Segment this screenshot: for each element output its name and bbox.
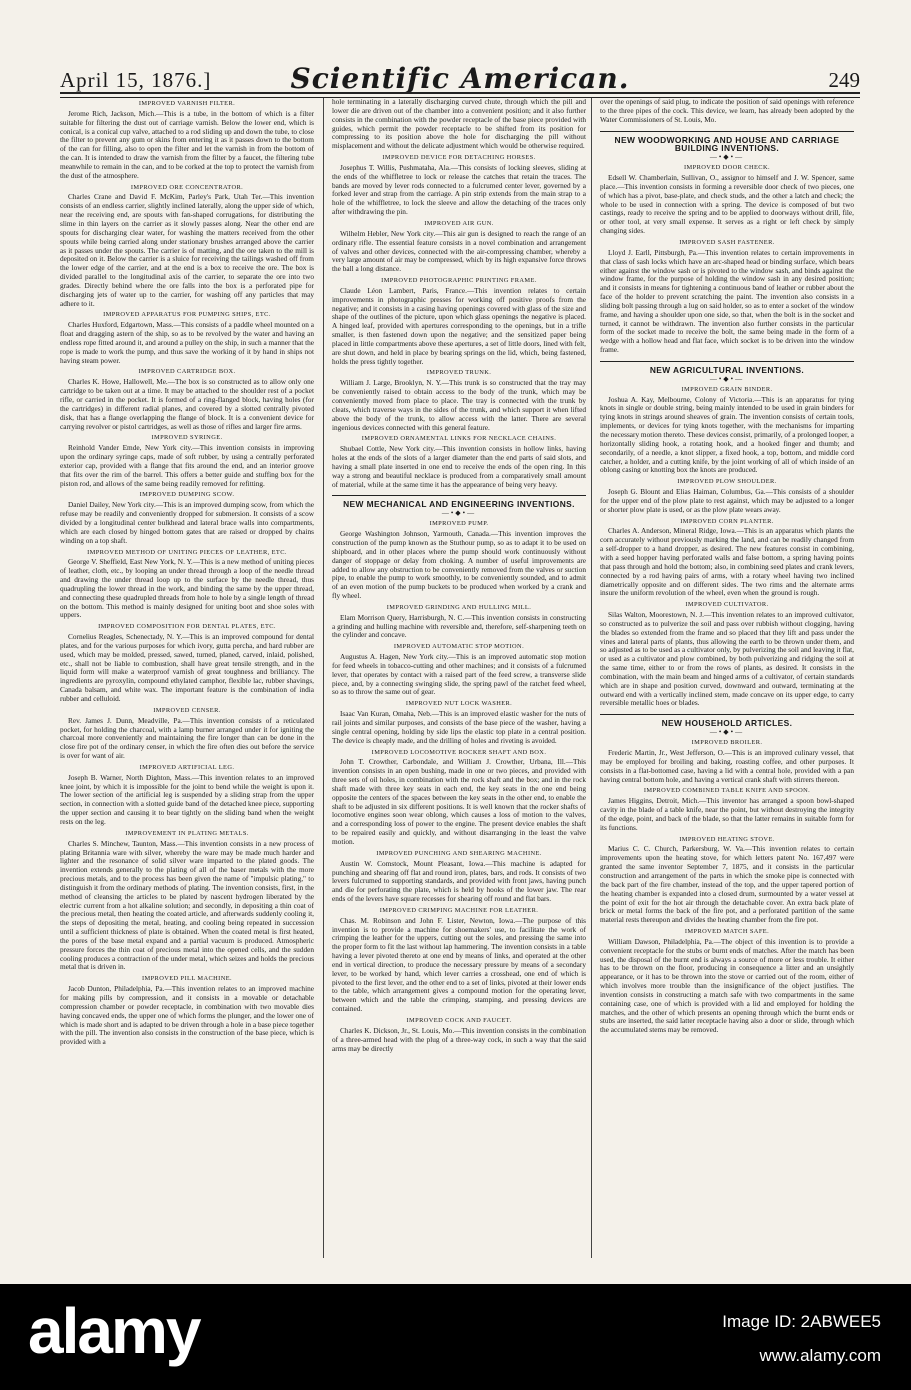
article-heading: IMPROVED SASH FASTENER.	[679, 238, 775, 246]
article-paragraph: Josephus T. Willis, Pushmataha, Ala.—This consists of locking sleeves, sliding at the ends of the whiffletree to lock or release the catches that retain the traces. The bands are moved by lever rods connected to a fulcrumed center lever, governed by a forked lever and strap from the carriage. A pin strip extends from the main strap to a hole of the whiffletree, to lock the sleeve and allow the detaching of the traces only after withdrawing the pin.	[332, 162, 586, 217]
article	[600, 787, 854, 832]
article-paragraph: John T. Crowther, Carbondale, and William J. Crowther, Urbana, Ill.—This invention consists in an open bushing, made in one or two pieces, and provided with three sets of oil holes, in combination with the rock shaft and the box; and in the rock shaft made with three key seats in each end, the key seats in the one end being opposite the centers of the spaces between the key seats in the other end, to enable the shaft to be adjusted in six different positions. It is well known that the rocker shafts of locomotive engines soon wear oblong, which causes a loss of motion to the valves, and a corresponding loss of power to the engine. The present device enables the shaft to be repaired easily and quickly, and without disarranging in the least the valve motion.	[332, 757, 586, 846]
article	[332, 749, 586, 847]
article-paragraph: Rev. James J. Dunn, Meadville, Pa.—This invention consists of a reticulated pocket, for holding the charcoal, with a lamp burner arranged under it for igniting the charcoal more conveniently and maintaining the fire longer than can be done in the close fire pot of the ordinary censer, in which the fire often dies out before the service is over for want of air.	[60, 715, 314, 761]
article-paragraph: over the openings of said plug, to indicate the position of said openings with reference to the three pipes of the cock. This device, we learn, has already been adopted by the Water Commissioners of St. Louis, Mo.	[600, 98, 854, 124]
article-heading: IMPROVED PUMP.	[429, 520, 489, 528]
article	[332, 98, 586, 151]
article-heading: IMPROVED AIR GUN.	[424, 219, 494, 227]
section-ornament: —•◆•—	[709, 153, 745, 162]
article-paragraph: Austin W. Comstock, Mount Pleasant, Iowa.—This machine is adapted for punching and shearing off flat and round iron, plates, bars, and rods. It consists of two levers fulcrumed to supporting standards, and provided with front jaws, having punch and die for perforating the plate, which is held by hooks of the lower jaw. The rear ends of the levers have square recesses for shearing off round and flat bars.	[332, 858, 586, 904]
article-paragraph: Frederic Martin, Jr., West Jefferson, O.—This is an improved culinary vessel, that may be employed for broiling and baking, roasting coffee, and other purposes. It consists in a flat-bottomed case, having a lid with a central hole, provided with a pan having central bottom hole, and having a vertical crank shaft with stirrers thereon.	[600, 748, 854, 784]
image-id: Image ID: 2ABWEE5	[722, 1312, 881, 1331]
article-paragraph: Chas. M. Robinson and John F. Lister, Newton, Iowa.—The purpose of this invention is to provide a machine for shoemakers' use, to facilitate the work of crimping the leather for the uppers, cutting out the soles, and pressing the same into the proper form to fit the last without lap hammering. The invention consists in a table having a lever pivoted thereto at one end by means of links, and operated at the other end in vertical direction, to produce the necessary pressure by means of a secondary lever, to be worked by hand, which lever carries a crosshead, one end of which is pivoted to the first lever, and the other end to a set of links, pivoted at their lower ends to the table, which arrangement gives a compound motion for the operating lever, between which and the table the crimping, stamping, and pressing devices are contained.	[332, 915, 586, 1014]
issue-date: April 15, 1876.]	[60, 68, 212, 92]
article-heading: IMPROVED VARNISH FILTER.	[138, 100, 236, 107]
article	[60, 434, 314, 488]
article	[600, 164, 854, 236]
article-heading: IMPROVED ORNAMENTAL LINKS FOR NECKLACE CHAINS.	[361, 435, 557, 443]
section-heading	[600, 361, 854, 383]
article-heading: IMPROVED COMPOSITION FOR DENTAL PLATES, ETC.	[98, 623, 276, 631]
section-ornament: —•◆•—	[709, 374, 745, 383]
section-heading	[600, 131, 854, 162]
article-heading: IMPROVED PHOTOGRAPHIC PRINTING FRAME.	[381, 277, 537, 285]
article	[600, 518, 854, 599]
article-paragraph: Joseph B. Warner, North Dighton, Mass.—This invention relates to an improved knee joint, by which it is impossible for the joint to bend while the weight is upon it. The lower section of the artificial leg is suspended by a sliding strap from the upper section, in connection with a slotted guide band of the detached knee piece, supporting the upper section and causing it to bear tightly on the sliding band when the weight rests on the leg.	[60, 772, 314, 826]
article-paragraph: Cornelius Reagles, Schenectady, N. Y.—This is an improved compound for dental plates, and for the various purposes for which ivory, gutta percha, and hard rubber are used, which may be molded, pressed, sawed, turned, planed, carved, inlaid, polished, etc., shall not be liable to combustion, shall have great tensile strength, and in the liquid form will make a waterproof varnish of great toughness and brilliancy. The ingredients are pyroxylin, compound ethylated camphor, flexible lac, rubber shavings, Canada balsam, and white wax. The important feature is the combination of india rubber and celluloid.	[60, 632, 314, 703]
article-heading: IMPROVED DOOR CHECK.	[684, 164, 770, 172]
article-heading: IMPROVEMENT IN PLATING METALS.	[125, 829, 249, 837]
article	[60, 830, 314, 973]
article-heading: IMPROVED CULTIVATOR.	[685, 601, 769, 609]
article	[60, 368, 314, 431]
article	[60, 623, 314, 704]
section-title: NEW MECHANICAL AND ENGINEERING INVENTIONS.	[343, 499, 575, 510]
article-heading: IMPROVED NUT LOCK WASHER.	[405, 700, 513, 708]
article-paragraph: George V. Sheffield, East New York, N. Y.—This is a new method of uniting pieces of leather, cloth, etc., by looping an under thread through a loop of the needle thread and drawing the under thread loop up to the surface by the needle thread, thus quadrupling the lower thread in the work, and binding the same by the upper thread, and connecting these quadrupled threads from hole to hole by a single length of thread on the bottom. This method is mainly designed for uniting boot and shoe soles with uppers.	[60, 557, 314, 620]
article-paragraph: Shubael Cottle, New York city.—This invention consists in hollow links, having holes at the ends of the slots of a larger diameter than the end parts of said slots, and having a small plate inserted in one end to receive the ends of the open ring. In this way a strong and beautiful necklace is produced from a comparatively small amount of material, while at the same time it has the appearance of being very heavy.	[332, 444, 586, 489]
article	[600, 386, 854, 475]
article	[332, 277, 586, 366]
site-url: www.alamy.com	[759, 1346, 881, 1365]
article	[332, 435, 586, 489]
article	[332, 604, 586, 640]
article-heading: IMPROVED HEATING STOVE.	[679, 835, 775, 843]
article-heading: IMPROVED SYRINGE.	[151, 434, 223, 442]
article	[600, 928, 854, 1035]
article-paragraph: James Higgins, Detroit, Mich.—This inventor has arranged a spoon bowl-shaped cavity in the blade of a table knife, near the point, but without destroying the integrity of the edge, point, and back of the blade, so that the latter remains in suitable form for its functions.	[600, 796, 854, 832]
article-heading: IMPROVED AUTOMATIC STOP MOTION.	[393, 643, 525, 651]
article-heading: IMPROVED CARTRIDGE BOX.	[138, 368, 236, 376]
article-paragraph: Charles K. Dickson, Jr., St. Louis, Mo.—This invention consists in the combination of a three-armed head with the plug of a three-way cock, in such a way that the said arms may be directly	[332, 1025, 586, 1053]
article-paragraph: Elam Morrison Query, Harrisburgh, N. C.—This invention consists in constructing a grinding and hulling machine with reversible and, therefore, self-sharpening teeth on the cylinder and concave.	[332, 612, 586, 640]
article	[600, 836, 854, 925]
article-paragraph: William J. Large, Brooklyn, N. Y.—This trunk is so constructed that the tray may be conveniently raised to obtain access to the body of the trunk, which may be conveniently moved from place to place. The tray is connected with the trunk by cleats, which traverse ways in the sides of the trunk, and which support it when lifted above the body of the trunk, to allow access with the latter. There are several ingenious devices connected with this general feature.	[332, 378, 586, 432]
article-paragraph: Charles Huxford, Edgartown, Mass.—This consists of a paddle wheel mounted on a float and dragging astern of the ship, so as to be revolved by the water and having an endless rope fitted around it, and around a pulley on the ship, in such a manner that the rope is made to work the pump, and thus save the working of it by hand in ships not having steam power.	[60, 320, 314, 365]
article	[60, 491, 314, 545]
column-divider	[323, 98, 324, 1258]
article-heading: IMPROVED LOCOMOTIVE ROCKER SHAFT AND BOX.	[371, 748, 547, 756]
article-heading: IMPROVED DUMPING SCOW.	[139, 491, 235, 499]
article-paragraph: Charles Crane and David F. McKim, Parley's Park, Utah Ter.—This invention consists of an endless carrier, slightly inclined laterally, along the upper side of which, near the receiving end, are spouts with fan-shaped corrugations, for distributing the slime in thin layers on the carrier as it slowly passes along. Near the other end are spouts for discharging clear water, for washing the matters received from the other spouts while being carried along under stationary brushes arranged above the carrier as it passes under the spouts. The carrier is of matting, and the ore taken to the mill is deposited on it. Below the carrier is a sluice for receiving the tailings washed off from the lower edge of the carrier, and at the end is a box to receive the ore. The box is divided parallel to the longitudinal axis of the carrier, to separate the ore into two grades. Directly behind where the ore falls into the box is a perforated pipe for discharging jets of water up to the carrier, for washing off any particles that may adhere to it.	[60, 192, 314, 308]
section-title: NEW AGRICULTURAL INVENTIONS.	[649, 364, 805, 375]
article	[600, 739, 854, 784]
article-heading: IMPROVED BROILER.	[691, 739, 763, 747]
column-1	[60, 98, 314, 1258]
article-heading: IMPROVED GRINDING AND HULLING MILL.	[386, 603, 532, 611]
article	[60, 311, 314, 365]
article-heading: IMPROVED ARTIFICIAL LEG.	[139, 763, 235, 771]
article-paragraph: Charles S. Minchew, Taunton, Mass.—This invention consists in a new process of plating Britannia ware with silver, whereby the ware may be made much harder and lighter and the resonance of solid silver ware imparted to the plated goods. The invention extends generally to the plating of all of the baser metals with the more precious metals, and to the process has been given the name of "impulsic plating," to distinguish it from the ordinary methods of plating. The invention consists, first, in the method of cleansing the articles to be plated by nascent hydrogen liberated by the electric current from a hot alkaline solution; and secondly, in depositing a thin coat of the precious metal, then heating the coated article, and afterwards suddenly cooling it, the steps of depositing the metal, heating, and cooling being repeated in succession until a sufficient thickness of plate is obtained. When the coated metal is first heated, the pores of the base metal expand and a partial vacuum is produced. Atmospheric pressure forces the thin coat of precious metal into the opened cells, and the sudden cooling produces a contraction of the under metal, which seizes and holds the precious metal that is driven in.	[60, 838, 314, 972]
article-paragraph: Marius C. C. Church, Parkersburg, W. Va.—This invention relates to certain improvements upon the heating stove, for which letters patent No. 167,497 were granted the same inventor September 7, 1875, and it consists in the particular construction and arrangement of the parts in which the smoke pipe is connected with the back part of the fire chamber, instead of the top, and the upper tapered portion of the heating chamber is expanded into a closed drum, surmounted by a water vessel at the point of exit for the hot air through the detachable cover. An extra back plate of brick or metal forms the back of the fire pot, and a perforated partition of the same material rests thereupon and divides the heating chamber from the fire pot.	[600, 844, 854, 925]
article	[600, 601, 854, 708]
article	[60, 707, 314, 761]
section-title: NEW HOUSEHOLD ARTICLES.	[661, 718, 793, 729]
article-paragraph: Silas Walton, Moorestown, N. J.—This invention relates to an improved cultivator, so constructed as to pulverize the soil and pass over rubbish without clogging, having the blades so extended from the frame and so placed that they lift and pass under the vines and lateral parts of plants, thus allowing the earth to be thrown under them, and so adjusted as to be used as a cultivator only, by pulverizing the soil and leaving it flat, or used as a cultivator and plow combined, by both pulverizing and ridging the soil at the same time, either to or from the rows of plants, as desired. It consists in the combination, with the main beam and hinged arms of a cultivator, of certain standards which are in shape and position curved, downward and outward, terminating at the outward end with a vertically inclined stem, made concave on its upper edge, to carry reversible metallic hoes or blades.	[600, 610, 854, 708]
article	[332, 850, 586, 904]
article	[60, 549, 314, 621]
page-number: 249	[828, 68, 860, 92]
article-heading: IMPROVED CRIMPING MACHINE FOR LEATHER.	[379, 906, 539, 914]
article-heading: IMPROVED CORN PLANTER.	[680, 517, 774, 525]
article-heading: IMPROVED ORE CONCENTRATOR.	[130, 183, 244, 191]
article	[60, 975, 314, 1047]
article	[600, 239, 854, 355]
article	[332, 220, 586, 274]
article-paragraph: George Washington Johnson, Yarmouth, Canada.—This invention improves the construction of the pump known as the Stuthour pump, so as to adapt it to be used on shipboard, and in other places where the pump should work continuously without danger of stoppage or delay from choking. A number of useful improvements are added to allow any obstruction to be conveniently removed from the valves or suction pipe, to enable the pump to work smoothly, to be conveniently sounded, and to admit of an even motion of the pump buckets to be produced when worked by a crank and fly wheel.	[332, 529, 586, 601]
article	[60, 100, 314, 181]
publication-title: Scientific American.	[290, 62, 630, 95]
article	[332, 369, 586, 432]
article-heading: IMPROVED GRAIN BINDER.	[681, 385, 773, 393]
article-heading: IMPROVED COMBINED TABLE KNIFE AND SPOON.	[643, 787, 811, 795]
article-heading: IMPROVED METHOD OF UNITING PIECES OF LEATHER, ETC.	[87, 548, 287, 556]
section-heading	[600, 714, 854, 736]
article-heading: IMPROVED MATCH SAFE.	[684, 928, 770, 936]
article	[332, 643, 586, 697]
column-divider	[591, 98, 592, 1258]
article-paragraph: Jerome Rich, Jackson, Mich.—This is a tube, in the bottom of which is a filter suitable for filtering the dust out of carriage varnish. Below the lower end, which is conical, is a conical cup valve, attached to a rod sliding up and down the tube, to close the filter to prevent any gum or skins from entering it as it passes down to the bottom of the can for filling, also to open the filter and let the varnish in from the bottom of the can. It is intended to draw the varnish from the filter by a faucet, the filtering tube meanwhile to remain in the can, and to be corked at the top to protect the varnish from the dust of the atmosphere.	[60, 108, 314, 180]
article-paragraph: Charles A. Anderson, Mineral Ridge, Iowa.—This is an apparatus which plants the corn accurately without previously marking the land, and can be readily changed from a self-dropper to a hand dropper, as desired. The new features consist in combining, with a seed hopper having perforated walls and false bottom, a spring having points that pass through and hold the bottom; also, in combining seed plates and crank levers, connected by a rod having pairs of arms, with a rotary wheel having two inclined diametrically opposite and on different sides. The two rims and the alternate arms insure the uniform revolution of the wheel, even when the ground is rough.	[600, 526, 854, 598]
article-heading: IMPROVED TRUNK.	[426, 369, 492, 377]
alamy-logo: alamy	[28, 1295, 200, 1367]
article-paragraph: Lloyd J. Earll, Pittsburgh, Pa.—This invention relates to certain improvements in that class of sash locks which have an arc-shaped head or binding surface, which bears either against the window sash or is pivoted to the window sash, and binds against the window frame, for the purpose of holding the window sash in any desired position; and it consists in means for tightening a continuous band of leather or rubber about the face of the holder to prevent scratching the paint. The invention also consists in a sliding bolt passing through a lug on said holder, so as to enter a socket of the window frame, and having a shoulder upon one side, so that, when the bolt is in the socket and turned, it cannot be withdrawn. The invention also further consists in the particular form of the socket made to receive the bolt, the same being made in the form of a wedge with a hollow head and flat face, which socket is to be driven into the window frame.	[600, 247, 854, 355]
article-heading: IMPROVED PILL MACHINE.	[141, 975, 233, 983]
article	[60, 764, 314, 827]
article-paragraph: Reinhold Vander Emde, New York city.—This invention consists in improving upon the ordinary syringe caps, made of soft rubber, by using a centrally perforated exterior cap, provided with a flange that fits around the end, and an interior groove that fits over the rim of the barrel. This offers a better guide and stuffing box for the piston rod, and allows of the same being readily removed for refitting.	[60, 443, 314, 488]
article-paragraph: Joshua A. Kay, Melbourne, Colony of Victoria.—This is an apparatus for tying knots in single or double string, being mainly intended to be used in grain binders for tying knots in strings around sheaves of grain. The invention consists of certain tools, implements, or devices for tying knots together, with the mechanisms for imparting the necessary motion thereto. These devices consist, primarily, of a prolonged looper, a horizontally sliding hook, a rotating hook, and a hooked finger and thumb; and secondarily, of a needle, a knot slipper, a fixed hook, a top, bottom, and middle cord catcher, a holder, and a cutting knife, by the joint working of all of which inside of an oblong casing or knotting box the knots are produced.	[600, 394, 854, 475]
article-paragraph: hole terminating in a laterally discharging curved chute, through which the pill and lower die are driven out of the chamber into a convenient position; and it also further consists in the combination with the powder receptacle of the base piece provided with guides, which permit the powder receptacle to be shifted from its position for compressing to its position above the hole for discharging the pill without misplacement and without the delicate adjustment which would be otherwise required.	[332, 98, 586, 151]
article	[332, 1017, 586, 1053]
article-paragraph: Joseph G. Blount and Elias Haiman, Columbus, Ga.—This consists of a shoulder for the upper end of the plow plate to rest against, which may be adjusted to a longer or shorter plow plate is used, or as the plow plate wears away.	[600, 487, 854, 514]
article	[332, 520, 586, 601]
column-3	[600, 98, 854, 1258]
article-heading: IMPROVED CENSER.	[153, 706, 221, 714]
article	[600, 478, 854, 514]
article-paragraph: Isaac Van Kuran, Omaha, Neb.—This is an improved elastic washer for the nuts of rail joints and similar purposes, and consists of the base piece of the washer, having a single central opening, holding by side lips the elastic top plate in a central position. The device is cheaply made, and the drilling of holes and riveting is avoided.	[332, 709, 586, 745]
article-heading: IMPROVED PLOW SHOULDER.	[677, 478, 777, 486]
article-paragraph: William Dawson, Philadelphia, Pa.—The object of this invention is to provide a convenient receptacle for the stubs or burnt ends of matches. After the match has been used, the disposal of the burnt end is always a source of more or less trouble. It either has to be thrown on the floor, producing in consequence a litter and an unsightly appearance, or it has to be thrown into the stove or carried out of the room, either of which involves more trouble than the insignificance of the object justifies. The invention consists in constructing a match safe with two compartments in the same containing case, one of which is provided with a lid and employed for holding the matches, and the other of which presents an opening through which the burnt ends or stubs are inserted, the said latter receptacle having also a door or slide, through which the accumulated stems may be removed.	[600, 936, 854, 1035]
article-paragraph: Claude Léon Lambert, Paris, France.—This invention relates to certain improvements in photographic presses for working off positive proofs from the negative; and it consists in a casing having openings covered with glass of the size and shape of the outlines of the picture, upon which glass openings the negative is placed. A hinged leaf, provided with apertures corresponding to the openings, but in a trifle smaller, is then fastened down upon the negative; and the sensitized paper being placed in little compartments above these apertures, a set of little doors, lined with felt, are shut down, and held in place by bearing springs on the lid, which, being fastened, holds the press tightly together.	[332, 285, 586, 366]
article	[332, 907, 586, 1014]
article-paragraph: Daniel Dailey, New York city.—This is an improved dumping scow, from which the refuse may be readily and conveniently dropped for submersion. It consists of a scow divided by a longitudinal center bulkhead and lateral brace walls into compartments, which are each closed by hinged bottom gates that are raised or dropped by chains winding on a top shaft.	[60, 500, 314, 545]
article-heading: IMPROVED COCK AND FAUCET.	[406, 1017, 512, 1024]
article-paragraph: Wilhelm Hebler, New York city.—This air gun is designed to reach the range of an ordinary rifle. The essential feature consists in a novel combination and arrangement of valves and other devices, connected with the air-compressing chamber, whereby a very large amount of air may be compressed, which by its high expansive force throws the ball a long distance.	[332, 228, 586, 274]
article-paragraph: Edsell W. Chamberlain, Sullivan, O., assignor to himself and J. W. Spencer, same place.—This invention consists in forming a reversible door check of two pieces, one of which has a pivot, base-plate, and check studs, and the other a latch and check; the whole to be used in connection with a spring. The device is composed of but two castings, ready to receive the spring and to be applied to doorways without drill, file, or other tool, at very small expense. It serves as a right or left check by simply changing sides.	[600, 173, 854, 236]
article-paragraph: Jacob Dunton, Philadelphia, Pa.—This invention relates to an improved machine for making pills by compression, and it consists in a movable or detachable compression chamber or powder receptacle, in combination with two movable dies having concaved ends, the upper one of which forms the plunger, and the lower one of which is made short and is adapted to be driven through a hole in a base piece together with the pill. The invention also consists in the construction of the base piece, which is provided with a	[60, 984, 314, 1047]
section-title: NEW WOODWORKING AND HOUSE AND CARRIAGE BUILDING INVENTIONS.	[614, 134, 840, 154]
article-heading: IMPROVED PUNCHING AND SHEARING MACHINE.	[376, 849, 542, 857]
article-paragraph: Charles K. Howe, Hallowell, Me.—The box is so constructed as to allow only one cartridge to be taken out at a time. It may be attached to the shoulder rest of a pocket rifle, or carried in the pocket. It is formed of a ring-flanged block, having holes (for the cartridges) in different radial planes, and covered by a slotted centrally pivoted disk, that has a flange overlapping the flange of block. It is a convenient device for carrying revolver or pistol cartridges, as well as those of rifles and larger fire arms.	[60, 377, 314, 431]
watermark-banner	[0, 1284, 911, 1390]
article-heading: IMPROVED DEVICE FOR DETACHING HORSES.	[382, 154, 536, 162]
article	[332, 700, 586, 745]
section-heading	[332, 495, 586, 517]
article-paragraph: Augustus A. Hagen, New York city.—This is an improved automatic stop motion for feed wheels in tobacco-cutting and other machines; and it consists of a fulcrumed lever, that operates by contact with a raised part of the feed screw, a transverse slide piece, and, by a connecting swinging slide, the spring pawl of the ratchet feed wheel, so as to throw the same out of gear.	[332, 652, 586, 697]
section-ornament: —•◆•—	[441, 509, 477, 518]
article	[332, 154, 586, 217]
section-ornament: —•◆•—	[709, 728, 745, 737]
article	[60, 184, 314, 309]
article	[600, 98, 854, 125]
column-2	[332, 98, 586, 1258]
article-heading: IMPROVED APPARATUS FOR PUMPING SHIPS, ETC.	[103, 311, 271, 319]
